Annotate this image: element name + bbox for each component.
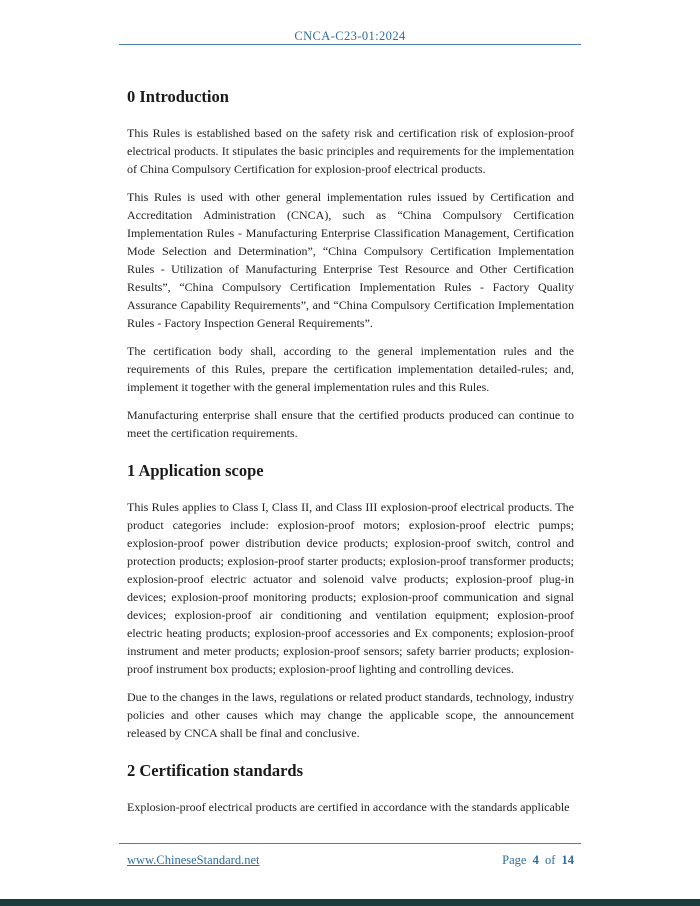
page-footer [127, 853, 574, 868]
paragraph: The certification body shall, according to the general implementation rules and the requirements of this Rules, prepare the certification implementation detailed-rules; and, implement it together with the general implementation rules and this Rules. [127, 344, 574, 394]
paragraph: Due to the changes in the laws, regulations or related product standards, technology, industry policies and other causes which may change the applicable scope, the announcement released by CNCA shall be final and conclusive. [127, 690, 574, 740]
page-total: 14 [561, 853, 574, 867]
section-heading: 0 Introduction [127, 87, 229, 106]
page-indicator [499, 853, 574, 868]
paragraph: This Rules is used with other general implementation rules issued by Certification and Accreditation Administration (CNCA), such as “China Compulsory Certification Implementation Rules - Manufacturing Enterprise Classification Management, Certification Mode Selection and Determination”, “China Compulsory Certification Implementation Rules - Utilization of Manufacturing Enterprise Test Resource and Other Certification Results”, “China Compulsory Certification Implementation Rules - Factory Quality Assurance Capability Requirements”, and “China Compulsory Certification Implementation Rules - Factory Inspection General Requirements”. [127, 190, 574, 330]
of-label: of [544, 853, 556, 867]
section-heading: 1 Application scope [127, 461, 264, 480]
document-code: CNCA-C23-01:2024 [294, 29, 406, 43]
bottom-edge-bar [0, 899, 700, 906]
website-link[interactable]: www.ChineseStandard.net [127, 853, 260, 867]
document-body [127, 0, 574, 826]
section-certification-standards [127, 760, 574, 816]
paragraph: This Rules is established based on the safety risk and certification risk of explosion-proof electrical products. It stipulates the basic principles and requirements for the implementation of China Compulsory Certification for explosion-proof electrical products. [127, 126, 574, 176]
paragraph: Manufacturing enterprise shall ensure that the certified products produced can continue to meet the certification requirements. [127, 408, 574, 440]
section-heading: 2 Certification standards [127, 761, 303, 780]
page-current: 4 [532, 853, 539, 867]
paragraph: This Rules applies to Class I, Class II, and Class III explosion-proof electrical products. The product categories include: explosion-proof motors; explosion-proof electric pumps; explosion-proof power distribution device products; explosion-proof switch, control and protection products; explosion-proof starter products; explosion-proof transformer products; explosion-proof electric actuator and solenoid valve products; explosion-proof plug-in devices; explosion-proof monitoring products; explosion-proof communication and signal devices; explosion-proof air conditioning and ventilation equipment; explosion-proof electric heating products; explosion-proof accessories and Ex components; explosion-proof instrument and meter products; explosion-proof sensors; safety barrier products; explosion-proof instrument box products; explosion-proof lighting and controlling devices. [127, 500, 574, 676]
page-label: Page [502, 853, 527, 867]
paragraph: Explosion-proof electrical products are certified in accordance with the standards applicable [127, 800, 570, 814]
footer-rule [119, 843, 581, 844]
section-introduction [127, 86, 574, 442]
section-application-scope [127, 460, 574, 742]
